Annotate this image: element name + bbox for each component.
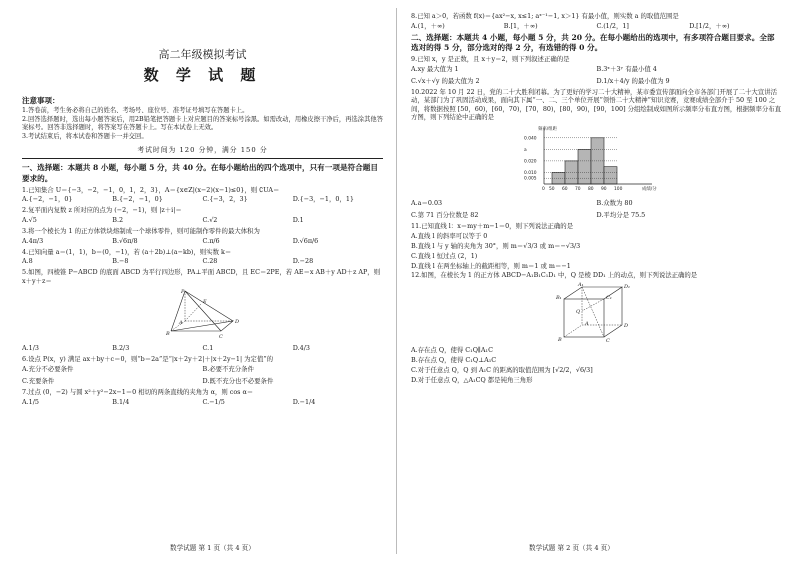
- label-p: P: [180, 289, 184, 296]
- option: D.−1/4: [292, 397, 316, 406]
- option: C.28: [202, 257, 218, 266]
- pyramid-figure: [163, 287, 243, 341]
- histogram-bar: [604, 167, 617, 184]
- option: A.存在点 Q，使得 C₁Q∥A₁C: [411, 346, 494, 355]
- option: C.(1/2，1]: [596, 21, 629, 30]
- option: A.a＝0.03: [411, 198, 443, 207]
- question-8-options: [411, 21, 782, 32]
- option: D.4/3: [292, 344, 310, 353]
- question-11: 11.已知直线 l：x＝my＋m−1＝0，则下列说法正确的是: [411, 221, 574, 230]
- option: C.第 71 百分位数是 82: [411, 210, 479, 219]
- option: D.对于任意点 Q，△A₁CQ 都是钝角三角形: [411, 376, 533, 385]
- label-d: D: [623, 323, 628, 330]
- histogram-bar: [578, 149, 591, 184]
- x-tick-label: 70: [574, 186, 581, 192]
- option: A.4π/3: [22, 236, 44, 245]
- option: C.π/6: [202, 236, 220, 245]
- option: C.{−3，2，3}: [202, 195, 248, 204]
- question-6-options: [22, 376, 383, 387]
- note-item: 2.回答选择题时，选出每小题答案后，用2B铅笔把答题卡上对应题目的答案标号涂黑。如需改动，用橡皮擦干净后，再选涂其他答案标号。回答非选择题时，将答案写在答题卡上。写在本试卷上无效。: [22, 115, 383, 132]
- question-2-options: [22, 215, 383, 226]
- exam-subtitle: 高二年级模拟考试: [158, 48, 247, 61]
- question-10-options: [411, 210, 782, 221]
- question-5: 5.如图，四棱锥 P−ABCD 的底面 ABCD 为平行四边形，PA⊥平面 ABCD，且 EC＝2PE，若 AE＝x AB＋y AD＋z AP，则 x＋y＋z＝: [22, 268, 381, 285]
- question-9: 9.已知 x，y 是正数，且 x＋y＝2，则下列叙述正确的是: [411, 55, 570, 63]
- label-d1: D₁: [623, 284, 630, 291]
- option: C.1: [202, 344, 214, 353]
- question-5-options: [22, 343, 383, 354]
- option: B.2/3: [112, 344, 130, 353]
- page-footer: 数学试题 第 2 页（共 4 页）: [529, 544, 614, 552]
- notes-heading: 注意事项：: [22, 96, 60, 105]
- question-4-options: [22, 256, 383, 267]
- option: C.充要条件: [22, 376, 55, 385]
- option: B.−8: [112, 257, 129, 266]
- option: B.必要不充分条件: [202, 364, 254, 373]
- y-tick-label: 0.020: [523, 159, 537, 165]
- question-9-options: [411, 76, 782, 87]
- cube-front-face: [564, 299, 604, 337]
- option: D.平均分是 75.5: [596, 210, 646, 219]
- label-a: A: [178, 320, 183, 327]
- x-axis-label: 成绩/分: [641, 186, 657, 192]
- option: D.{−3，−1，0，1}: [292, 195, 354, 204]
- option: A.1/5: [22, 397, 39, 406]
- y-tick-label: 0.010: [523, 170, 537, 176]
- lateral-edge: [185, 291, 233, 321]
- x-tick-label: 100: [613, 186, 622, 192]
- label-c: C: [605, 338, 610, 344]
- option: D.−28: [292, 257, 314, 266]
- option: C.√x＋√y 的最大值为 2: [411, 76, 480, 85]
- option: C.对于任意点 Q，Q 到 A₁C 的距离的取值范围为 [√2/2，√6/3]: [411, 366, 593, 375]
- label-q: Q: [575, 309, 580, 316]
- lateral-edge: [171, 291, 185, 331]
- question-12: 12.如图，在棱长为 1 的正方体 ABCD−A₁B₁C₁D₁ 中，Q 是棱 DD₁ 上的动点，则下列说法正确的是: [411, 270, 698, 279]
- label-c1: C₁: [605, 295, 612, 302]
- option: D.既不充分也不必要条件: [202, 376, 274, 385]
- x-tick-label: 50: [548, 186, 555, 192]
- question-1-options: [22, 194, 383, 205]
- question-10-options: [411, 198, 782, 209]
- option: D.直线 l 在两坐标轴上的截距相等，则 m＝1 或 m＝−1: [411, 261, 571, 270]
- question-8: 8.已知 a＞0，若函数 f(x)＝{ax²−x, x≤1; aˣ⁻¹−1, x＞1} 有最小值，则实数 a 的取值范围是: [411, 12, 679, 20]
- segment-c1q: [582, 299, 604, 311]
- hidden-edge: [171, 321, 185, 331]
- y-axis-label: 频率/组距: [537, 126, 557, 132]
- label-b1: B₁: [555, 295, 562, 302]
- segment-ae: [185, 304, 201, 321]
- option: A.1/3: [22, 344, 39, 353]
- option: D.√6π/6: [292, 236, 319, 245]
- option: B.{−2，−1，0}: [112, 195, 163, 204]
- section-one-heading: 一、选择题：本题共 8 小题，每小题 5 分，共 40 分。在每小题给出的四个选项中，只有一项是符合题目要求的。: [22, 163, 378, 183]
- diagonal-a1c: [582, 287, 604, 337]
- option: B.直线 l 与 y 轴的夹角为 30°，则 m＝√3/3 或 m＝−√3/3: [411, 241, 581, 250]
- option: A.直线 l 的斜率可以等于 0: [411, 231, 488, 240]
- question-6: 6.设点 P(x，y) 满足 ax＋by＋c＝0，则“b＝2a”是“|x＋2y＋2|＋|x＋2y−1| 为定值”的: [22, 355, 273, 364]
- option: B.1/4: [112, 397, 130, 406]
- option: A.充分不必要条件: [22, 364, 74, 373]
- x-tick-label: 0: [541, 186, 545, 192]
- label-c: C: [218, 334, 223, 341]
- label-b: B: [557, 337, 562, 344]
- option: D.1/x＋4/y 的最小值为 9: [596, 76, 670, 85]
- label-e: E: [202, 299, 207, 306]
- x-tick-label: 60: [561, 186, 568, 192]
- question-3-options: [22, 236, 383, 247]
- option: B.√6π/8: [112, 236, 138, 245]
- option: B.[1，＋∞): [503, 21, 538, 30]
- question-6-options: [22, 364, 383, 375]
- option: D.1: [292, 215, 304, 224]
- y-tick-label: a: [523, 147, 527, 153]
- label-a1: A₁: [577, 282, 584, 289]
- option: D.[1/2，＋∞): [689, 21, 730, 30]
- option: B.存在点 Q，使得 C₁Q⊥A₁C: [411, 356, 497, 365]
- note-item: 3.考试结束后，将本试卷和答题卡一并交回。: [22, 132, 148, 140]
- y-tick-label: 0.005: [523, 176, 537, 182]
- option: A.xy 最大值为 1: [411, 64, 459, 73]
- question-2: 2.复平面内复数 z 所对应的点为 (−2，−1)，则 |z＋i|＝: [22, 206, 182, 215]
- label-b: B: [165, 331, 170, 338]
- question-9-options: [411, 64, 782, 75]
- question-7-options: [22, 397, 383, 408]
- exam-title: 数 学 试 题: [143, 66, 262, 84]
- page-two: [397, 0, 794, 562]
- option: B.3ˣ＋3ʸ 有最小值 4: [596, 64, 657, 73]
- option: C.−1/5: [202, 397, 225, 406]
- rule-line: [22, 158, 383, 159]
- question-7: 7.过点 (0，−2) 与圆 x²＋y²−2x−1＝0 相切的两条直线的夹角为 α，则 cos α＝: [22, 387, 254, 396]
- y-tick-label: 0.040: [523, 136, 537, 142]
- label-d: D: [234, 319, 239, 326]
- question-1: 1.已知集合 U＝{−3，−2，−1，0，1，2，3}，A＝{x∈Z|(x−2)(x−1)≤0}，则 ∁UA＝: [22, 185, 280, 194]
- page-footer: 数学试题 第 1 页（共 4 页）: [170, 544, 255, 552]
- question-4: 4.已知向量 a＝(1，1)，b＝(0，−1)，若 (a＋2b)⊥(a−kb)，则实数 k＝: [22, 247, 232, 256]
- option: C.直线 l 恒过点 (2，1): [411, 251, 478, 260]
- time-info: 考试时间为 120 分钟，满分 150 分: [137, 146, 268, 155]
- option: A.(1，＋∞): [411, 21, 445, 30]
- option: B.2: [112, 215, 124, 224]
- note-item: 1.答卷前，考生务必将自己的姓名、考场号、座位号、准考证号填写在答题卡上。: [22, 107, 249, 114]
- option: C.√2: [202, 215, 218, 224]
- option: B.众数为 80: [596, 198, 633, 207]
- x-tick-label: 80: [587, 186, 594, 192]
- option: A.{−2，−1，0}: [22, 195, 73, 204]
- section-two-heading: 二、选择题：本题共 4 小题，每小题 5 分，共 20 分。在每小题给出的选项中，有多项符合题目要求。全部选对的得 5 分，部分选对的得 2 分，有选错的得 0 分。: [411, 32, 775, 52]
- cube-figure: [552, 281, 642, 343]
- frequency-histogram: [522, 124, 672, 196]
- cube-top-face: [564, 287, 622, 302]
- option: A.√5: [22, 215, 37, 224]
- x-tick-label: 90: [600, 186, 607, 192]
- lateral-edge: [185, 291, 221, 331]
- label-a: A: [584, 321, 589, 328]
- question-3: 3.将一个棱长为 1 的正方体铁块熔制成一个球体零件，则可能制作零件的最大体积为: [22, 226, 260, 235]
- option: A.8: [22, 257, 33, 266]
- question-10: 10.2022 年 10 月 22 日，党的二十大胜利闭幕。为了更好的学习二十大精神，某市委宣传部面向全市各部门开展了二十大宣讲活动，某部门为了巩固活动成果，面向其下属“一、二、三个单位开展”领悟二十大精神”知识竞赛，竞赛成绩全部介于 50 至 100 之间，将数据按照 [50，60)，[60，70)，[70，80)，[80，90)，[90，100] 分组绘制成如图所示频率分布直方图，根据频率分布直方图，则下列结论中正确的是: [411, 87, 782, 122]
